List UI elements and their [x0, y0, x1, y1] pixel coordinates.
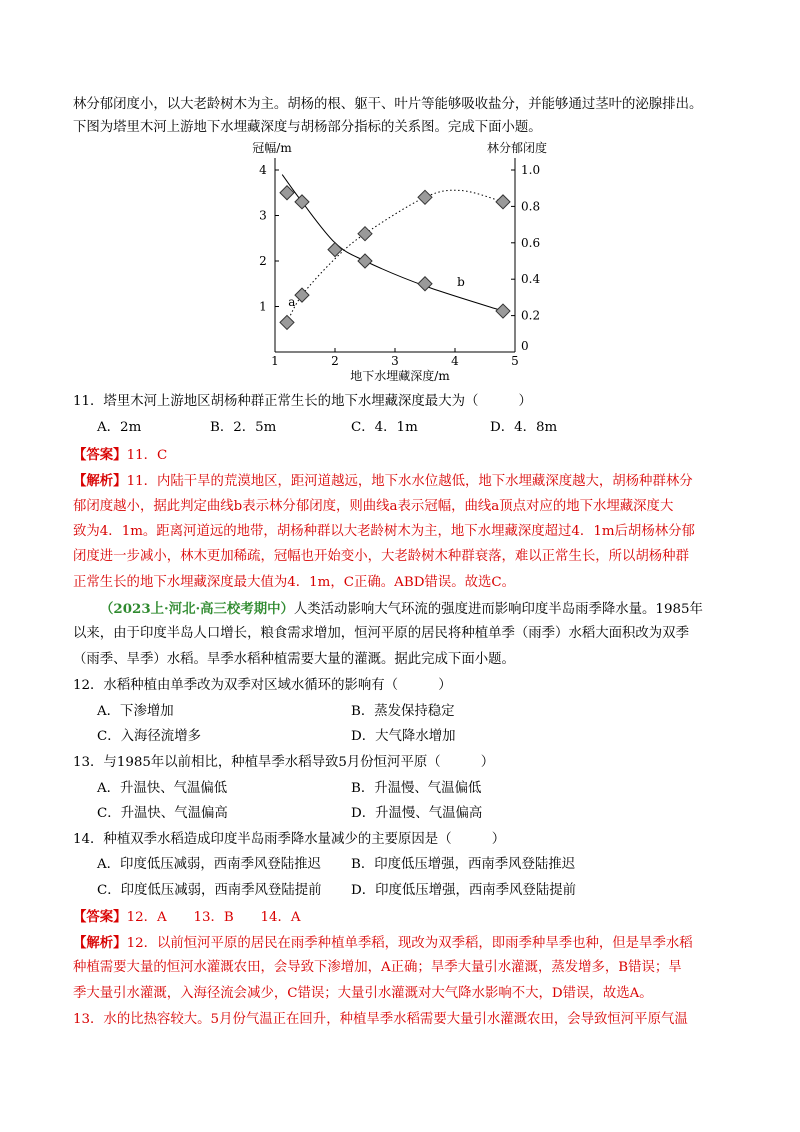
curve-b-label: b — [457, 275, 465, 290]
q13-option-a: A．升温快、气温偏低 — [97, 781, 228, 796]
y-left-tick-label: 4 — [259, 163, 267, 177]
q14-option-a: A．印度低压减弱，西南季风登陆推迟 — [97, 857, 321, 872]
x-tick-label: 3 — [391, 354, 399, 368]
q14-stem: 14．种植双季水稻造成印度半岛雨季降水量减少的主要原因是（ ） — [73, 832, 506, 847]
answer-label: 【答案】 — [73, 447, 127, 463]
data-point-a — [280, 315, 294, 329]
y-right-tick-label: 0.4 — [521, 272, 541, 287]
x-tick-label: 1 — [271, 354, 279, 368]
answer-11 — [73, 446, 167, 465]
q13-option-c: C．升温快、气温偏高 — [97, 806, 228, 821]
data-point-a — [295, 288, 309, 302]
answer-text: 11．C — [126, 448, 168, 463]
explanation-label: 【解析】 — [73, 473, 127, 489]
y-right-tick-label: 1.0 — [521, 163, 541, 177]
answer-label: 【答案】 — [73, 909, 127, 925]
q11-option-c: C．4．1m — [351, 420, 418, 435]
passage-2-line-1 — [100, 600, 703, 619]
passage-2-line-2: 以来，由于印度半岛人口增长，粮食需求增加，恒河平原的居民将种植单季（雨季）水稻大面积改为双季 — [73, 626, 689, 641]
explanation-11-line-5: 正常生长的地下水埋藏深度最大值为4．1m，C正确。ABD错误。故选C。 — [73, 575, 516, 590]
q14-option-b: B．印度低压增强，西南季风登陆推迟 — [351, 857, 576, 872]
data-point-b — [295, 195, 309, 209]
y-left-axis-title: 冠幅/m — [252, 141, 292, 155]
data-point-b — [496, 304, 510, 318]
curve-b — [282, 175, 503, 311]
q11-option-a: A．2m — [97, 420, 142, 435]
explanation-text: 11．内陆干旱的荒漠地区，距河道越远，地下水水位越低，地下水埋藏深度越大，胡杨种群林分 — [126, 474, 693, 489]
q12-option-a: A．下渗增加 — [97, 704, 174, 719]
explanation-11-line-4: 闭度进一步减小，林木更加稀疏，冠幅也开始变小，大老龄树木种群衰落，难以正常生长，所以胡杨种群 — [73, 549, 689, 564]
passage-text: 人类活动影响大气环流的强度进而影响印度半岛雨季降水量。1985年 — [293, 602, 703, 617]
curve-a-label: a — [288, 294, 296, 309]
answer-text: 12．A 13．B 14．A — [126, 910, 301, 925]
q14-option-d: D．印度低压增强，西南季风登陆提前 — [351, 883, 576, 898]
x-tick-label: 4 — [451, 354, 459, 368]
q12-option-c: C．入海径流增多 — [97, 729, 201, 744]
data-point-a — [418, 190, 432, 204]
curve-a — [287, 190, 503, 322]
q12-stem: 12．水稻种植由单季改为双季对区域水循环的影响有（ ） — [73, 678, 452, 693]
source-label: （2023上·河北·高三校考期中） — [100, 601, 294, 617]
explanation-12-line-3: 季大量引水灌溉，入海径流会减少，C错误；大量引水灌溉对大气降水影响不大，D错误，故选A。 — [73, 986, 653, 1001]
explanation-11-line-1 — [73, 472, 693, 491]
q12-option-d: D．大气降水增加 — [351, 729, 456, 744]
depth-relationship-chart — [240, 140, 570, 385]
y-right-tick-label: 0.8 — [521, 199, 541, 214]
y-right-tick-label: 0.2 — [521, 308, 541, 323]
y-left-tick-label: 1 — [259, 299, 267, 314]
q13-option-d: D．升温慢、气温偏高 — [351, 806, 483, 821]
explanation-11-line-3: 致为4．1m。距离河道远的地带，胡杨种群以大老龄树木为主，地下水埋藏深度超过4．1m后胡杨林分郁 — [73, 524, 695, 539]
intro-line-2: 下图为塔里木河上游地下水埋藏深度与胡杨部分指标的关系图。完成下面小题。 — [73, 120, 542, 135]
data-point-a — [496, 195, 510, 209]
explanation-13-line-1: 13．水的比热容较大。5月份气温正在回升，种植旱季水稻需要大量引水灌溉农田，会导致恒河平原气温 — [73, 1012, 688, 1027]
passage-2-line-3: （雨季、旱季）水稻。旱季水稻种植需要大量的灌溉。据此完成下面小题。 — [73, 652, 515, 667]
y-left-tick-label: 3 — [259, 208, 267, 223]
x-tick-label: 5 — [511, 354, 519, 368]
answer-12-14 — [73, 908, 301, 927]
y-right-tick-label: 0.6 — [521, 235, 541, 250]
y-left-tick-label: 2 — [259, 254, 267, 268]
data-point-b — [418, 277, 432, 291]
q12-option-b: B．蒸发保持稳定 — [351, 704, 455, 719]
q13-option-b: B．升温慢、气温偏低 — [351, 781, 482, 796]
explanation-label: 【解析】 — [73, 935, 127, 951]
x-axis-title: 地下水埋藏深度/m — [350, 369, 450, 383]
q11-stem: 11．塔里木河上游地区胡杨种群正常生长的地下水埋藏深度最大为（ ） — [73, 394, 532, 409]
explanation-text: 12．以前恒河平原的居民在雨季种植单季稻，现改为双季稻，即雨季种旱季也种，但是旱季水稻 — [126, 936, 693, 951]
explanation-11-line-2: 郁闭度越小，据此判定曲线b表示林分郁闭度，则曲线a表示冠幅，曲线a顶点对应的地下水埋藏深度大 — [73, 499, 674, 514]
x-tick-label: 2 — [331, 354, 339, 368]
y-right-axis-title: 林分郁闭度 — [486, 141, 548, 155]
data-point-b — [328, 243, 342, 257]
q13-stem: 13．与1985年以前相比，种植旱季水稻导致5月份恒河平原（ ） — [73, 755, 495, 770]
y-right-tick-label: 0 — [521, 339, 529, 353]
explanation-12-line-2: 种植需要大量的恒河水灌溉农田，会导致下渗增加，A正确；旱季大量引水灌溉，蒸发增多，B错误；旱 — [73, 960, 682, 975]
q11-option-b: B．2．5m — [210, 420, 277, 435]
intro-line-1: 林分郁闭度小，以大老龄树木为主。胡杨的根、躯干、叶片等能够吸收盐分，并能够通过茎叶的泌腺排出。 — [73, 97, 703, 112]
q14-option-c: C．印度低压减弱，西南季风登陆提前 — [97, 883, 322, 898]
explanation-12-line-1 — [73, 934, 693, 953]
data-point-a — [358, 227, 372, 241]
q11-option-d: D．4．8m — [490, 420, 558, 435]
data-point-b — [358, 254, 372, 268]
